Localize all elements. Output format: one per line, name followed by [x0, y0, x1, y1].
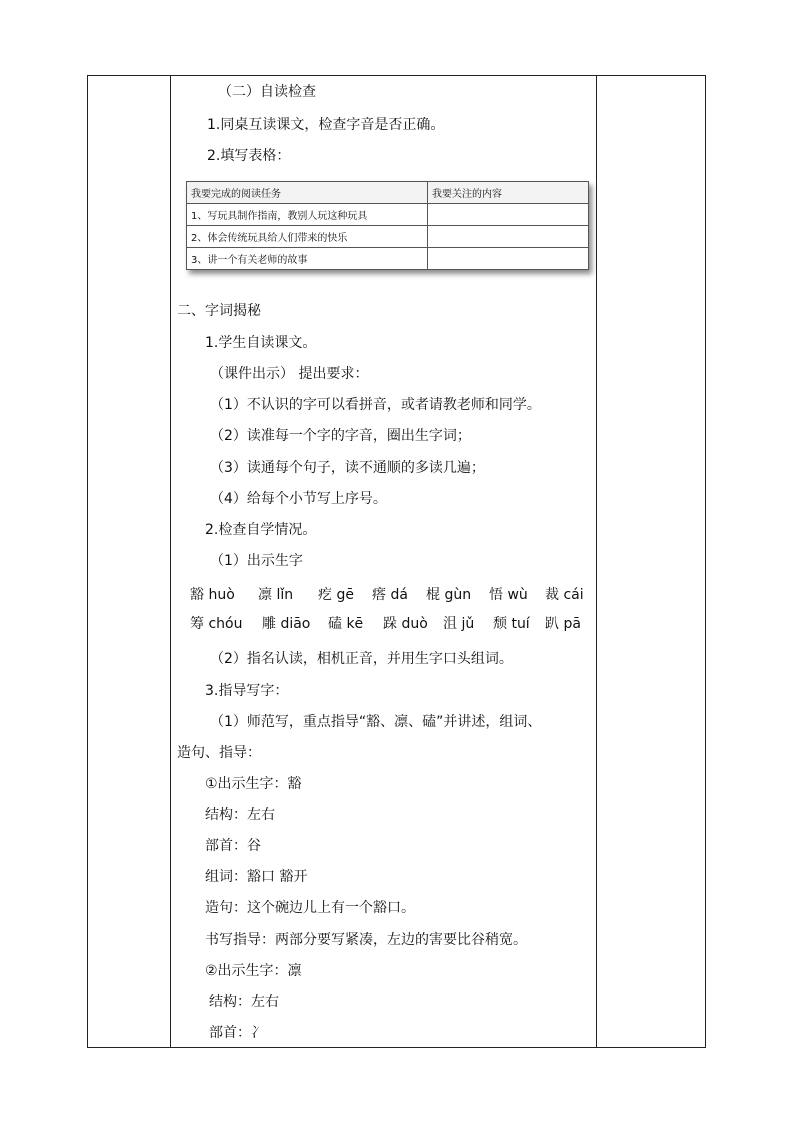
requirement-4: （4）给每个小节写上序号。: [210, 491, 387, 507]
pinyin-row-1: [190, 585, 590, 605]
name-reading: （2）指名认读，相机正音，并用生字口头组词。: [210, 651, 513, 667]
words-section-heading: 二、字词揭秘: [177, 303, 261, 319]
requirement-1: （1）不认识的字可以看拼音，或者请教老师和同学。: [210, 397, 541, 413]
table-row: [187, 226, 589, 248]
pinyin-item: 磕 kē: [328, 616, 364, 632]
char1-show: ①出示生字：豁: [205, 776, 302, 792]
left-column-divider: [170, 76, 171, 1047]
pinyin-item: 裁 cái: [545, 587, 584, 603]
self-check-item-1: 1.同桌互读课文，检查字音是否正确。: [207, 117, 445, 133]
self-check-heading: （二）自读检查: [218, 84, 316, 100]
table-row: [187, 248, 589, 270]
char1-sentence: 造句：这个碗边儿上有一个豁口。: [205, 900, 415, 916]
table-header-task: 我要完成的阅读任务: [187, 182, 428, 204]
teacher-demo-line-2: 造句、指导：: [177, 745, 261, 761]
char1-writing-guide: 书写指导：两部分要写紧凑，左边的害要比谷稍宽。: [205, 932, 527, 948]
pinyin-item: 悟 wù: [489, 587, 528, 603]
char2-show: ②出示生字：凛: [205, 963, 302, 979]
pinyin-item: 棍 gùn: [426, 587, 472, 603]
pinyin-item: 豁 huò: [190, 587, 235, 603]
char1-radical: 部首：谷: [205, 838, 261, 854]
self-check-item-2: 2.填写表格：: [207, 148, 291, 164]
reading-task-table: [186, 181, 589, 270]
right-column-divider: [596, 76, 597, 1047]
pinyin-row-2: [190, 614, 590, 634]
table-cell[interactable]: [428, 248, 589, 270]
pinyin-item: 凛 lǐn: [258, 587, 294, 603]
table-cell: 3、讲一个有关老师的故事: [187, 248, 428, 270]
requirement-2: （2）读准每一个字的字音，圈出生字词；: [210, 428, 471, 444]
char2-radical: 部首：冫: [209, 1025, 265, 1041]
courseware-line: （课件出示） 提出要求：: [210, 366, 369, 382]
pinyin-item: 筹 chóu: [190, 616, 243, 632]
table-header-focus: 我要关注的内容: [428, 182, 589, 204]
table-header-row: [187, 182, 589, 204]
step-2: 2.检查自学情况。: [205, 522, 317, 538]
table-cell: 2、体会传统玩具给人们带来的快乐: [187, 226, 428, 248]
teacher-demo-line-1: （1）师范写，重点指导“豁、凛、磕”并讲述，组词、: [210, 714, 542, 730]
table-cell[interactable]: [428, 226, 589, 248]
step-3: 3.指导写字：: [205, 683, 289, 699]
pinyin-item: 跺 duò: [383, 616, 428, 632]
char1-structure: 结构：左右: [205, 807, 275, 823]
table-cell: 1、写玩具制作指南，教别人玩这种玩具: [187, 204, 428, 226]
show-characters: （1）出示生字: [210, 553, 303, 569]
char1-words: 组词：豁口 豁开: [205, 869, 308, 885]
pinyin-item: 颓 tuí: [493, 616, 530, 632]
char2-structure: 结构：左右: [209, 994, 279, 1010]
step-1: 1.学生自读课文。: [205, 335, 317, 351]
pinyin-item: 疙 gē: [318, 587, 354, 603]
pinyin-item: 沮 jǔ: [443, 616, 475, 632]
pinyin-item: 雕 diāo: [262, 616, 311, 632]
pinyin-item: 瘩 dá: [372, 587, 408, 603]
table-row: [187, 204, 589, 226]
pinyin-item: 趴 pā: [545, 616, 581, 632]
requirement-3: （3）读通每个句子，读不通顺的多读几遍；: [210, 460, 485, 476]
table-cell[interactable]: [428, 204, 589, 226]
